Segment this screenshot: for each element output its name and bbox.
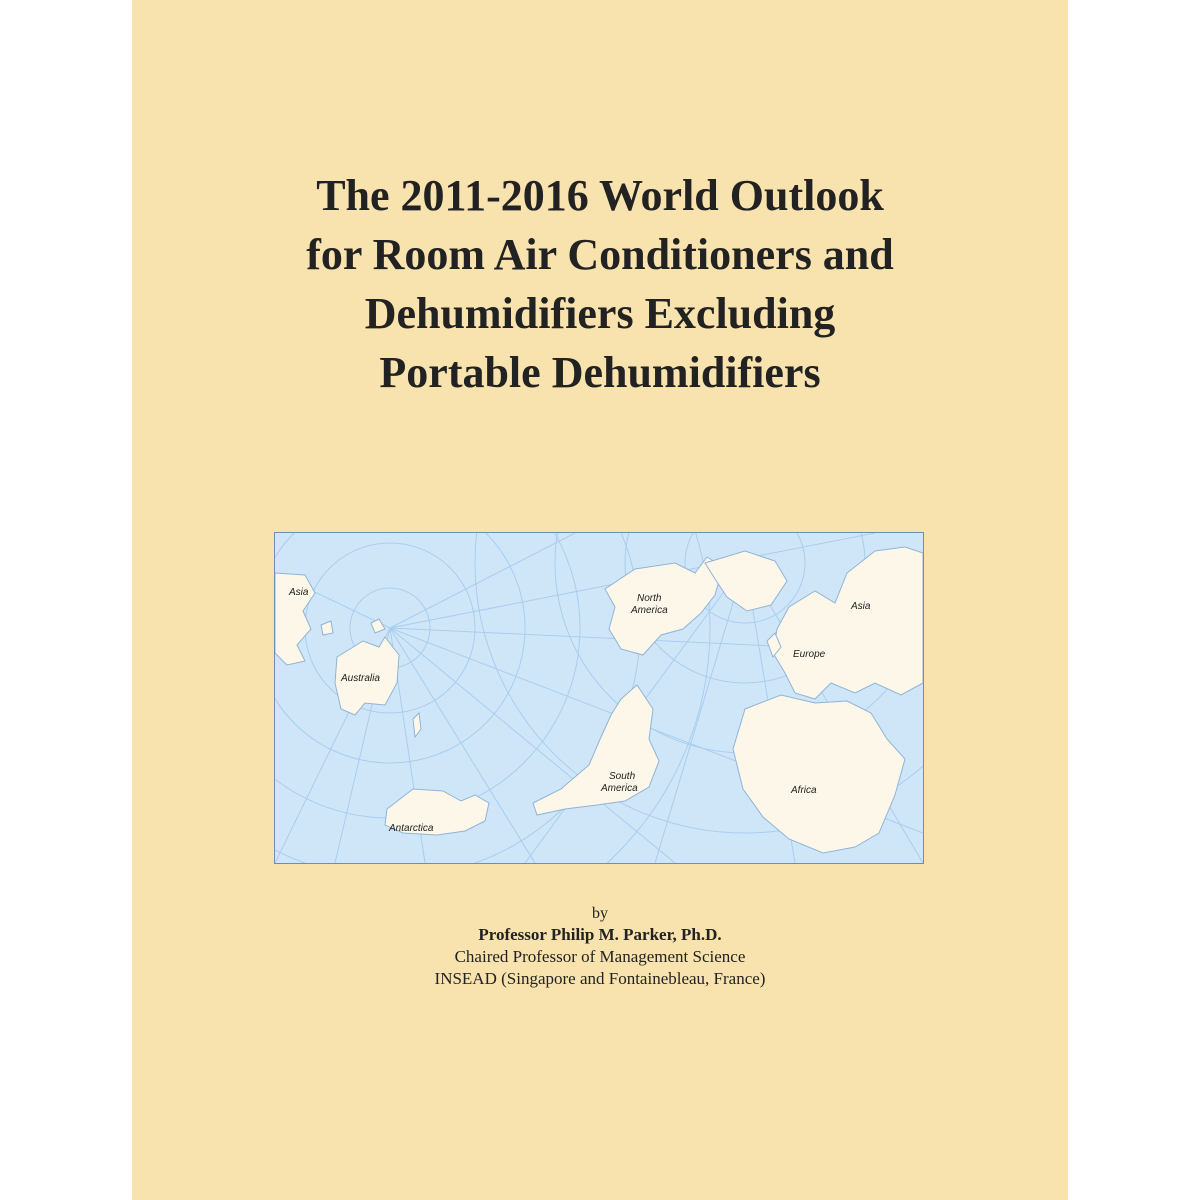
label-asia-right: Asia xyxy=(851,601,871,612)
label-north-america-line1: North xyxy=(637,593,662,604)
africa-landmass xyxy=(733,695,905,853)
islands-landmass xyxy=(321,619,385,635)
title-line: The 2011-2016 World Outlook xyxy=(316,171,884,220)
new-zealand-landmass xyxy=(413,713,421,737)
book-title xyxy=(132,166,1068,402)
author-name: Professor Philip M. Parker, Ph.D. xyxy=(478,925,722,944)
label-africa: Africa xyxy=(791,785,817,796)
byline-by: by xyxy=(592,905,608,922)
label-australia: Australia xyxy=(341,673,380,684)
author-position: Chaired Professor of Management Science xyxy=(454,947,746,966)
title-line: Portable Dehumidifiers xyxy=(379,348,821,397)
label-asia-left: Asia xyxy=(289,587,309,598)
title-line: for Room Air Conditioners and xyxy=(306,230,894,279)
book-cover xyxy=(132,0,1068,1200)
label-antarctica: Antarctica xyxy=(389,823,434,834)
world-map xyxy=(274,532,924,864)
author-institution: INSEAD (Singapore and Fontainebleau, France) xyxy=(434,969,766,988)
label-north-america-line2: America xyxy=(631,605,668,616)
label-europe: Europe xyxy=(793,649,826,660)
south-america-landmass xyxy=(533,685,659,815)
greenland-landmass xyxy=(705,551,787,611)
title-line: Dehumidifiers Excluding xyxy=(364,289,836,338)
label-south-america-line1: South xyxy=(609,771,636,782)
author-byline xyxy=(132,904,1068,990)
world-map-graphic xyxy=(275,533,923,863)
label-south-america-line2: America xyxy=(601,783,638,794)
eurasia-landmass xyxy=(773,547,923,699)
